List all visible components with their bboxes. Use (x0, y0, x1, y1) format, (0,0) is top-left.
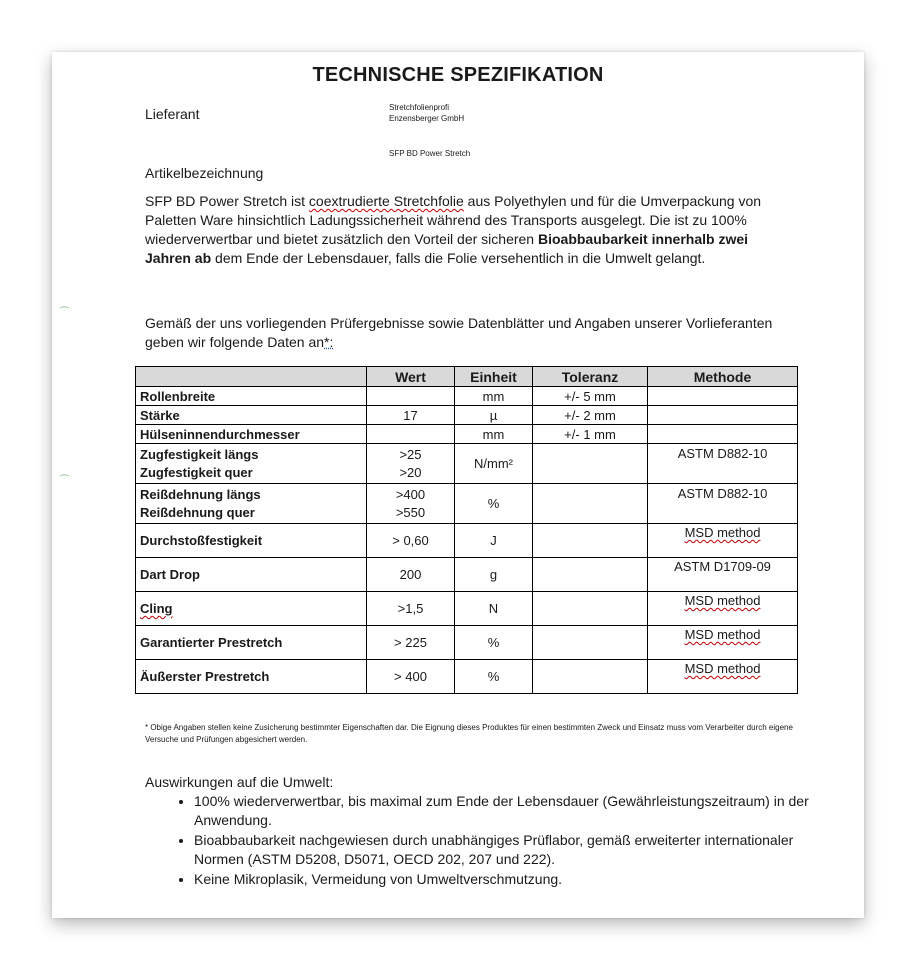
row-method (648, 406, 798, 425)
row-value-line2: >550 (395, 504, 426, 520)
row-name (136, 592, 367, 626)
row-value: > 400 (367, 660, 455, 694)
row-tolerance: +/- 2 mm (533, 406, 648, 425)
table-row (136, 406, 798, 425)
method-text: MSD method (684, 593, 761, 608)
row-name-line1: Reißdehnung längs (140, 486, 261, 502)
row-method: ASTM D1709-09 (648, 558, 798, 592)
description-bold: Bioabbaubarkeit innerhalb zwei Jahren ab (145, 231, 749, 266)
row-method (648, 660, 798, 694)
supplier-name-line2: Enzensberger GmbH (389, 114, 465, 123)
row-name-line1: Zugfestigkeit längs (140, 446, 259, 462)
row-value: >1,5 (367, 592, 455, 626)
margin-mark-icon: ⌒ (59, 474, 70, 487)
table-row (136, 626, 798, 660)
supplier-name-line1: Stretchfolienprofi (389, 103, 450, 112)
header-value: Wert (367, 367, 455, 387)
environment-heading: Auswirkungen auf die Umwelt: (145, 774, 334, 790)
method-text: MSD method (684, 525, 761, 540)
row-tolerance (533, 444, 648, 484)
row-value-line1: >25 (399, 446, 422, 462)
row-method (648, 387, 798, 406)
header-unit: Einheit (455, 367, 533, 387)
row-tolerance: +/- 1 mm (533, 425, 648, 444)
row-name: Durchstoßfestigkeit (136, 524, 367, 558)
list-item: • Bioabbaubarkeit nachgewiesen durch unabhängiges Prüflabor, gemäß erweiterter internationaler Normen (ASTM D5208, D5071, OECD 202, 207 und 222). (194, 831, 834, 869)
row-value (367, 444, 455, 484)
row-tolerance: +/- 5 mm (533, 387, 648, 406)
row-unit: N (455, 592, 533, 626)
row-name: Äußerster Prestretch (136, 660, 367, 694)
table-row (136, 425, 798, 444)
row-value-line1: >400 (395, 486, 426, 502)
row-method (648, 626, 798, 660)
article-value: SFP BD Power Stretch (389, 149, 471, 158)
list-item: • 100% wiederverwertbar, bis maximal zum Ende der Lebensdauer (Gewährleistungszeitraum) in der Anwendung. (194, 792, 834, 830)
row-method (648, 524, 798, 558)
row-name (136, 444, 367, 484)
table-row (136, 387, 798, 406)
document-page (52, 52, 864, 918)
row-name-line2: Reißdehnung quer (140, 504, 255, 520)
row-value (367, 387, 455, 406)
table-row (136, 660, 798, 694)
row-unit: J (455, 524, 533, 558)
row-tolerance (533, 558, 648, 592)
row-tolerance (533, 660, 648, 694)
footnote-marker: *: (324, 334, 334, 350)
row-value-line2: >20 (399, 464, 422, 480)
row-unit: N/mm² (455, 444, 533, 484)
environment-list (145, 792, 834, 890)
row-tolerance (533, 524, 648, 558)
description-paragraph (145, 192, 785, 268)
intro-text: Gemäß der uns vorliegenden Prüfergebnisse sowie Datenblätter und Angaben unserer Vorlieferanten geben wir folgende Daten an (145, 315, 773, 350)
description-text-2: coextrudierte Stretchfolie (308, 193, 464, 209)
header-name (136, 367, 367, 387)
table-row (136, 484, 798, 524)
table-row (136, 444, 798, 484)
footnote: * Obige Angaben stellen keine Zusicherung bestimmter Eigenschaften dar. Die Eignung dieses Produktes für einen bestimmten Zweck und Einsatz muss vom Verarbeiter durch eigene Versuche und Prüfungen abgesichert werden. (145, 723, 793, 744)
row-name (136, 484, 367, 524)
row-name: Hülseninnendurchmesser (136, 425, 367, 444)
row-unit: % (455, 660, 533, 694)
row-method: ASTM D882-10 (648, 444, 798, 484)
row-value: 17 (367, 406, 455, 425)
row-method (648, 592, 798, 626)
table-header-row (136, 367, 798, 387)
row-tolerance (533, 484, 648, 524)
row-unit: mm (455, 387, 533, 406)
intro-paragraph (145, 314, 785, 352)
spec-table (135, 366, 798, 694)
row-name: Stärke (136, 406, 367, 425)
row-method: ASTM D882-10 (648, 484, 798, 524)
row-value (367, 425, 455, 444)
supplier-label: Lieferant (145, 106, 200, 122)
row-unit: % (455, 484, 533, 524)
description-text-4: dem Ende der Lebensdauer, falls die Folie versehentlich in die Umwelt gelangt. (211, 250, 706, 266)
row-unit: % (455, 626, 533, 660)
row-value: > 0,60 (367, 524, 455, 558)
header-method: Methode (648, 367, 798, 387)
method-text: MSD method (684, 661, 761, 676)
supplier-name (389, 102, 464, 124)
row-name-text: Cling (140, 601, 173, 616)
description-text-1: SFP BD Power Stretch ist (145, 193, 309, 209)
table-row (136, 524, 798, 558)
margin-mark-icon: ⌒ (59, 306, 70, 319)
row-unit: µ (455, 406, 533, 425)
row-tolerance (533, 626, 648, 660)
row-unit: mm (455, 425, 533, 444)
row-tolerance (533, 592, 648, 626)
row-unit: g (455, 558, 533, 592)
page-title: TECHNISCHE SPEZIFIKATION (312, 64, 604, 86)
article-label: Artikelbezeichnung (145, 165, 264, 181)
table-row (136, 558, 798, 592)
header-tolerance: Toleranz (533, 367, 648, 387)
list-item: • Keine Mikroplasik, Vermeidung von Umweltverschmutzung. (194, 870, 834, 889)
row-name: Rollenbreite (136, 387, 367, 406)
row-value: > 225 (367, 626, 455, 660)
method-text: MSD method (684, 627, 761, 642)
row-name: Garantierter Prestretch (136, 626, 367, 660)
row-name: Dart Drop (136, 558, 367, 592)
description-text-3: aus Polyethylen und für die Umverpackung von Paletten Ware hinsichtlich Ladungssicherheit während des Transports ausgelegt. Die ist zu 100% wiederverwertbar und bietet zusätzlich den Vorteil der sicheren (145, 193, 762, 247)
row-value (367, 484, 455, 524)
table-row (136, 592, 798, 626)
row-method (648, 425, 798, 444)
row-value: 200 (367, 558, 455, 592)
row-name-line2: Zugfestigkeit quer (140, 464, 253, 480)
